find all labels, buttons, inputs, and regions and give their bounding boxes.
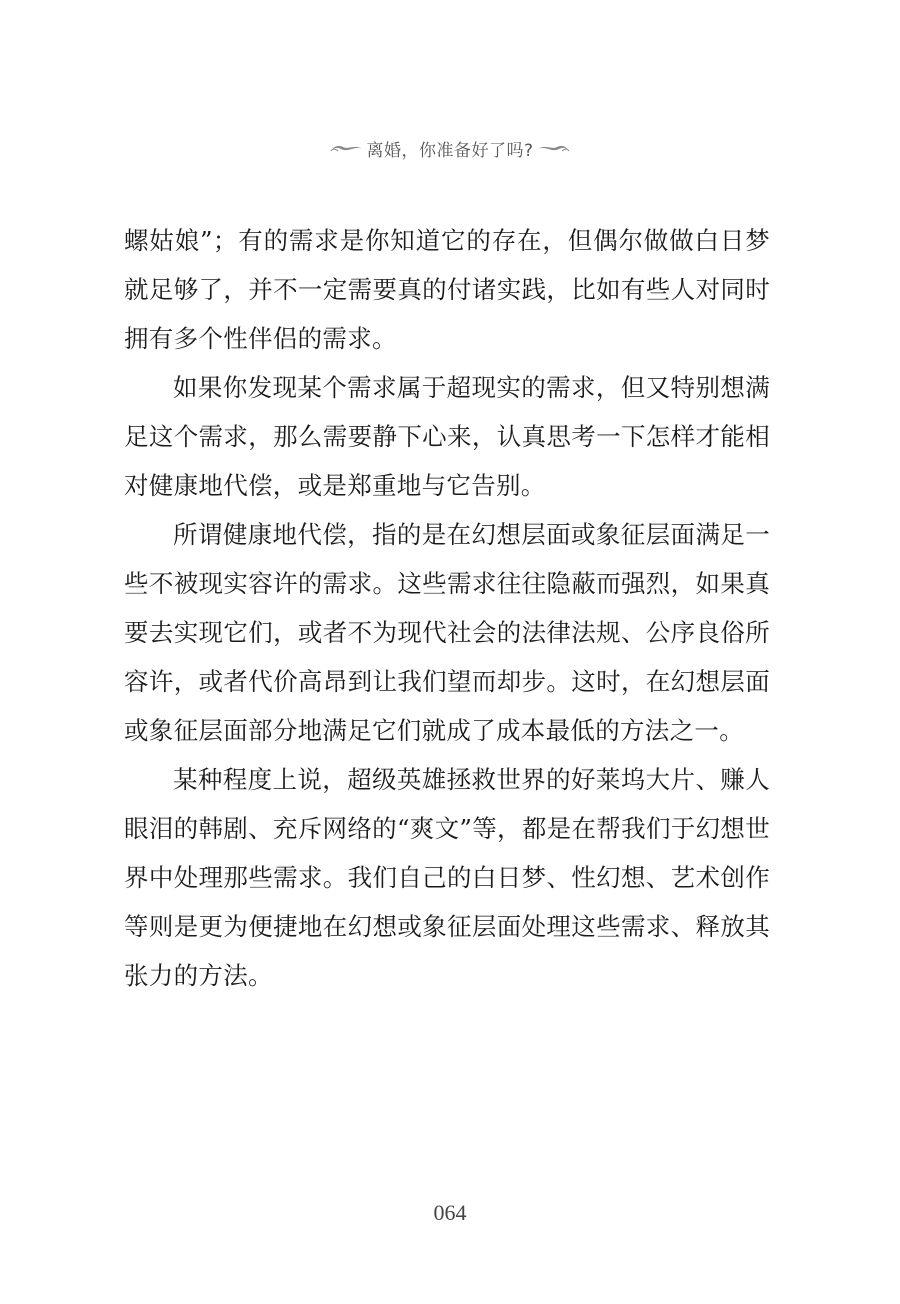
paragraph-1: 螺姑娘”；有的需求是你知道它的存在，但偶尔做做白日梦就足够了，并不一定需要真的付诸实践，比如有些人对同时拥有多个性伴侣的需求。 (124, 226, 770, 353)
right-flourish-icon (537, 140, 571, 156)
paragraph-3: 所谓健康地代偿，指的是在幻想层面或象征层面满足一些不被现实容许的需求。这些需求往往隐蔽而强烈，如果真要去实现它们，或者不为现代社会的法律法规、公序良俗所容许，或者代价高昂到让我们望而却步。这时，在幻想层面或象征层面部分地满足它们就成了成本最低的方法之一。 (124, 520, 770, 745)
running-header (0, 128, 900, 168)
left-flourish-icon (329, 140, 363, 156)
running-header-title: 离婚，你准备好了吗? (366, 140, 534, 161)
paragraph-4: 某种程度上说，超级英雄拯救世界的好莱坞大片、赚人眼泪的韩剧、充斥网络的“爽文”等，都是在帮我们于幻想世界中处理那些需求。我们自己的白日梦、性幻想、艺术创作等则是更为便捷地在幻想或象征层面处理这些需求、释放其张力的方法。 (124, 765, 770, 990)
paragraph-2: 如果你发现某个需求属于超现实的需求，但又特别想满足这个需求，那么需要静下心来，认真思考一下怎样才能相对健康地代偿，或是郑重地与它告别。 (124, 373, 770, 500)
page-number: 064 (433, 1200, 467, 1225)
body-text (124, 216, 770, 1000)
